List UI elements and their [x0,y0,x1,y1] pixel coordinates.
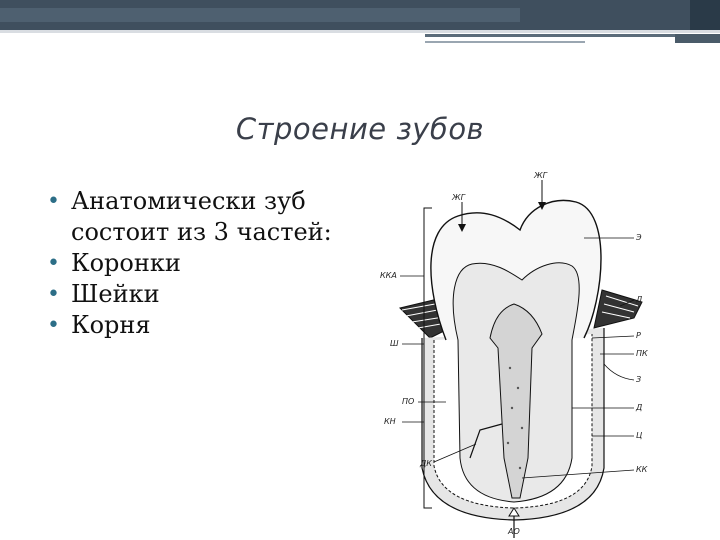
bullet-item [45,279,355,310]
bullet-item [45,310,355,341]
label-za: З [636,375,642,384]
label-e: Э [636,233,642,242]
bullet-dot-icon: • [47,251,60,276]
bullet-dot-icon: • [47,189,60,214]
header-decoration [0,0,720,48]
label-pk: ПК [636,349,648,358]
bullet-text: Коронки [71,249,181,277]
bullet-text: Корня [71,311,151,339]
label-ri: Р [636,331,641,340]
label-zhg-right: ЖГ [534,171,548,180]
bullet-text: Шейки [71,280,160,308]
bullet-item [45,186,355,248]
bullet-item [45,248,355,279]
label-ds: Д [636,295,643,304]
bullet-text: Анатомически зуб состоит из 3 частей: [71,187,332,246]
label-d: Д [636,403,643,412]
label-zhg-left: ЖГ [452,193,466,202]
tooth-structure-diagram [372,168,672,540]
bullet-list [45,186,355,341]
label-ts: Ц [636,431,643,440]
label-kn: КН [384,417,396,426]
label-kk: КК [636,465,648,474]
bullet-dot-icon: • [47,282,60,307]
slide-title: Строение зубов [235,112,485,146]
bullet-dot-icon: • [47,313,60,338]
label-ao: АО [508,527,520,536]
label-po: ПО [402,397,415,406]
label-kka: ККА [380,271,397,280]
label-sh: Ш [390,339,399,348]
label-dk: ДК [420,459,432,468]
